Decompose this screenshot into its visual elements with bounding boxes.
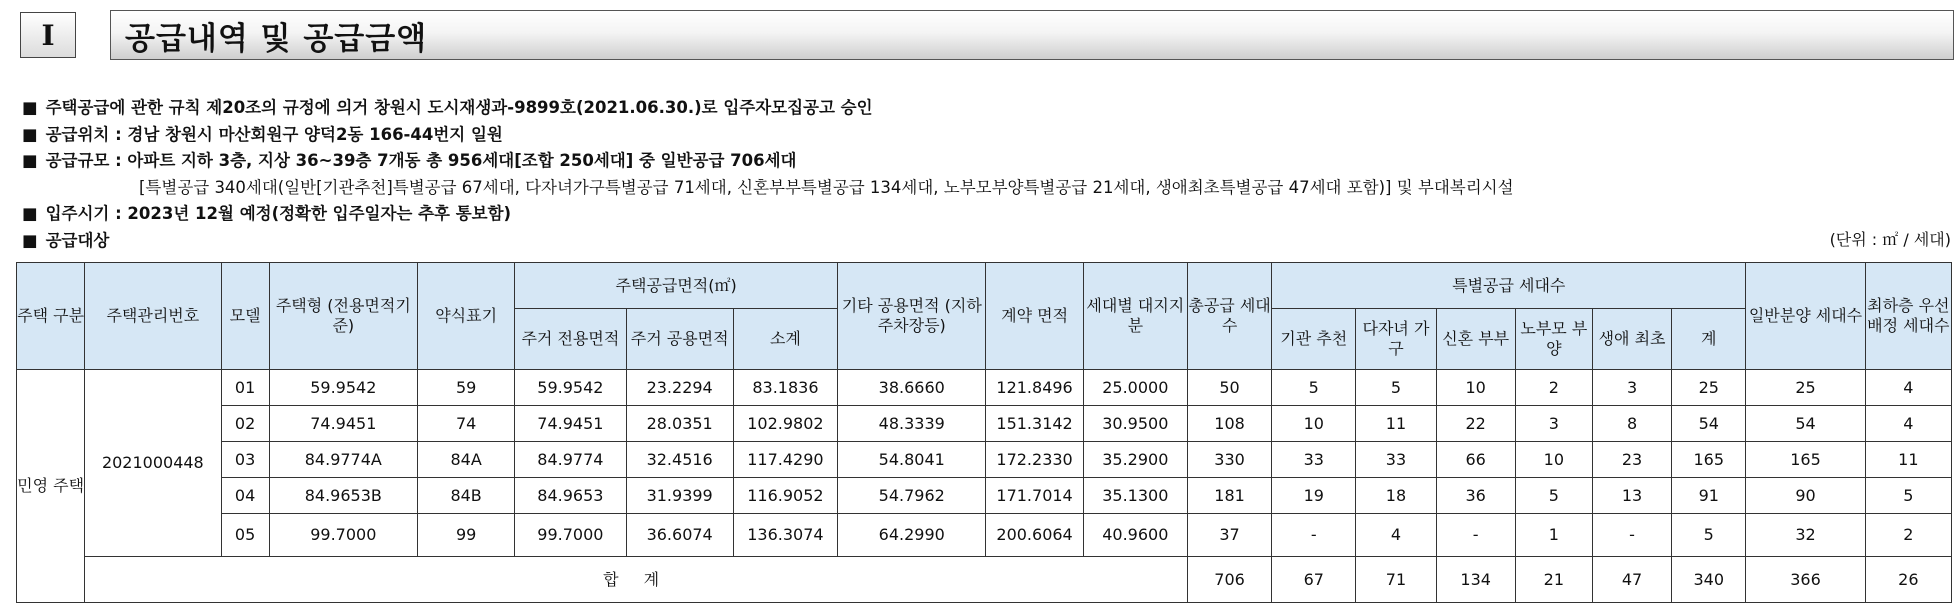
table-cell: 171.7014 [986,478,1083,514]
table-cell: 59 [418,370,515,406]
table-cell: 2 [1515,370,1592,406]
square-bullet-icon: ■ [22,124,38,144]
header-housing-type: 주택형 (전용면적기준) [269,263,417,370]
table-cell: 23.2294 [626,370,733,406]
table-cell: 136.3074 [733,514,837,557]
header-supply-area-group: 주택공급면적(㎡) [515,263,838,309]
table-cell: 30.9500 [1083,406,1187,442]
table-cell: 10 [1515,442,1592,478]
total-label: 합 계 [85,557,1188,603]
header-housing-category: 주택 구분 [17,263,85,370]
table-cell: 116.9052 [733,478,837,514]
table-cell: 36 [1436,478,1515,514]
table-cell: 33 [1272,442,1356,478]
table-cell: 18 [1356,478,1436,514]
table-cell: 22 [1436,406,1515,442]
table-cell: 108 [1187,406,1271,442]
table-row [17,514,1952,557]
table-cell: 181 [1187,478,1271,514]
table-cell: 54 [1672,406,1746,442]
table-cell: 11 [1865,442,1951,478]
table-cell: 4 [1865,370,1951,406]
header-total-supply-units: 총공급 세대수 [1187,263,1271,370]
total-cell: 67 [1272,557,1356,603]
table-cell: 102.9802 [733,406,837,442]
table-cell: 91 [1672,478,1746,514]
header-special-elderly: 노부모 부양 [1515,309,1592,370]
table-cell: 151.3142 [986,406,1083,442]
note-supply-target: ■ 공급대상 [22,230,110,250]
header-special-total: 계 [1672,309,1746,370]
table-cell: 02 [221,406,269,442]
table-cell: 11 [1356,406,1436,442]
table-cell: 38.6660 [838,370,986,406]
housing-category-cell: 민영 주택 [17,370,85,603]
table-cell: 4 [1865,406,1951,442]
table-cell: 37 [1187,514,1271,557]
table-cell: - [1272,514,1356,557]
header-management-number: 주택관리번호 [85,263,221,370]
supply-table [16,262,1952,603]
table-cell: 4 [1356,514,1436,557]
table-cell: 01 [221,370,269,406]
header-contract-area: 계약 면적 [986,263,1083,370]
table-cell: 04 [221,478,269,514]
header-common-area: 주거 공용면적 [626,309,733,370]
square-bullet-icon: ■ [22,204,38,223]
table-cell: 48.3339 [838,406,986,442]
table-cell: 19 [1272,478,1356,514]
table-cell: 54 [1746,406,1865,442]
table-cell: 3 [1592,370,1671,406]
table-cell: 5 [1515,478,1592,514]
table-cell: 83.1836 [733,370,837,406]
total-cell: 134 [1436,557,1515,603]
table-cell: 121.8496 [986,370,1083,406]
announcement-notes [22,95,1952,254]
header-exclusive-area: 주거 전용면적 [515,309,626,370]
unit-label: (단위 : ㎡ / 세대) [1829,230,1951,249]
table-cell: 05 [221,514,269,557]
section-title: 공급내역 및 공급금액 [110,10,1954,60]
table-cell: 03 [221,442,269,478]
header-special-first-time: 생애 최초 [1592,309,1671,370]
table-row [17,370,1952,406]
table-cell: 28.0351 [626,406,733,442]
table-cell: 8 [1592,406,1671,442]
table-cell: 25 [1746,370,1865,406]
table-cell: 165 [1672,442,1746,478]
note-special-supply-detail: [특별공급 340세대(일반[기관추천]특별공급 67세대, 다자녀가구특별공급 71세대, 신혼부부특별공급 134세대, 노부모부양특별공급 21세대, 생애최초특별공급 47세대 포함)] 및 부대복리시설 [139,177,1514,197]
header-lowest-floor-units: 최하층 우선배정 세대수 [1865,263,1951,370]
table-cell: - [1436,514,1515,557]
table-cell: 5 [1672,514,1746,557]
table-cell: 330 [1187,442,1271,478]
table-cell: - [1592,514,1671,557]
table-row [17,442,1952,478]
table-cell: 84.9774 [515,442,626,478]
total-cell: 340 [1672,557,1746,603]
table-cell: 2 [1865,514,1951,557]
header-area-subtotal: 소계 [733,309,837,370]
note-approval: ■ 주택공급에 관한 규칙 제20조의 규정에 의거 창원시 도시재생과-9899호(2021.06.30.)로 입주자모집공고 승인 [22,98,873,117]
table-cell: 10 [1436,370,1515,406]
table-cell: 25.0000 [1083,370,1187,406]
table-cell: 90 [1746,478,1865,514]
square-bullet-icon: ■ [22,98,38,117]
header-land-share: 세대별 대지지분 [1083,263,1187,370]
table-body [17,370,1952,603]
square-bullet-icon: ■ [22,151,38,170]
header-other-common-area: 기타 공용면적 (지하주차장등) [838,263,986,370]
table-cell: 50 [1187,370,1271,406]
table-cell: 117.4290 [733,442,837,478]
table-cell: 66 [1436,442,1515,478]
table-cell: 10 [1272,406,1356,442]
total-cell: 47 [1592,557,1671,603]
table-cell: 84.9774A [269,442,417,478]
table-cell: 35.1300 [1083,478,1187,514]
total-cell: 21 [1515,557,1592,603]
table-cell: 74.9451 [269,406,417,442]
table-cell: 32 [1746,514,1865,557]
table-cell: 1 [1515,514,1592,557]
total-row [17,557,1952,603]
table-row [17,478,1952,514]
note-scale: ■ 공급규모 : 아파트 지하 3층, 지상 36~39층 7개동 총 956세대[조합 250세대] 중 일반공급 706세대 [22,151,797,170]
table-cell: 31.9399 [626,478,733,514]
table-cell: 99.7000 [515,514,626,557]
table-cell: 74.9451 [515,406,626,442]
table-cell: 84A [418,442,515,478]
table-cell: 13 [1592,478,1671,514]
header-special-multichild: 다자녀 가구 [1356,309,1436,370]
table-cell: 35.2900 [1083,442,1187,478]
table-cell: 54.8041 [838,442,986,478]
table-cell: 84B [418,478,515,514]
table-cell: 84.9653 [515,478,626,514]
header-special-agency: 기관 추천 [1272,309,1356,370]
table-cell: 200.6064 [986,514,1083,557]
table-cell: 84.9653B [269,478,417,514]
header-special-supply-group: 특별공급 세대수 [1272,263,1746,309]
table-cell: 5 [1272,370,1356,406]
header-short-notation: 약식표기 [418,263,515,370]
total-cell: 706 [1187,557,1271,603]
table-cell: 99.7000 [269,514,417,557]
table-cell: 165 [1746,442,1865,478]
table-row [17,406,1952,442]
table-cell: 59.9542 [515,370,626,406]
table-cell: 5 [1356,370,1436,406]
section-number: I [20,12,76,58]
table-cell: 25 [1672,370,1746,406]
header-special-newlywed: 신혼 부부 [1436,309,1515,370]
table-cell: 36.6074 [626,514,733,557]
table-cell: 33 [1356,442,1436,478]
table-cell: 172.2330 [986,442,1083,478]
total-cell: 366 [1746,557,1865,603]
table-cell: 54.7962 [838,478,986,514]
note-location: ■ 공급위치 : 경남 창원시 마산회원구 양덕2동 166-44번지 일원 [22,124,503,144]
management-number-cell: 2021000448 [85,370,221,557]
table-cell: 74 [418,406,515,442]
table-cell: 3 [1515,406,1592,442]
table-cell: 5 [1865,478,1951,514]
table-cell: 99 [418,514,515,557]
header-general-units: 일반분양 세대수 [1746,263,1865,370]
header-model: 모델 [221,263,269,370]
table-cell: 64.2990 [838,514,986,557]
table-cell: 23 [1592,442,1671,478]
table-cell: 40.9600 [1083,514,1187,557]
table-cell: 59.9542 [269,370,417,406]
total-cell: 71 [1356,557,1436,603]
table-cell: 32.4516 [626,442,733,478]
square-bullet-icon: ■ [22,230,38,250]
total-cell: 26 [1865,557,1951,603]
note-move-in: ■ 입주시기 : 2023년 12월 예정(정확한 입주일자는 추후 통보함) [22,204,512,223]
